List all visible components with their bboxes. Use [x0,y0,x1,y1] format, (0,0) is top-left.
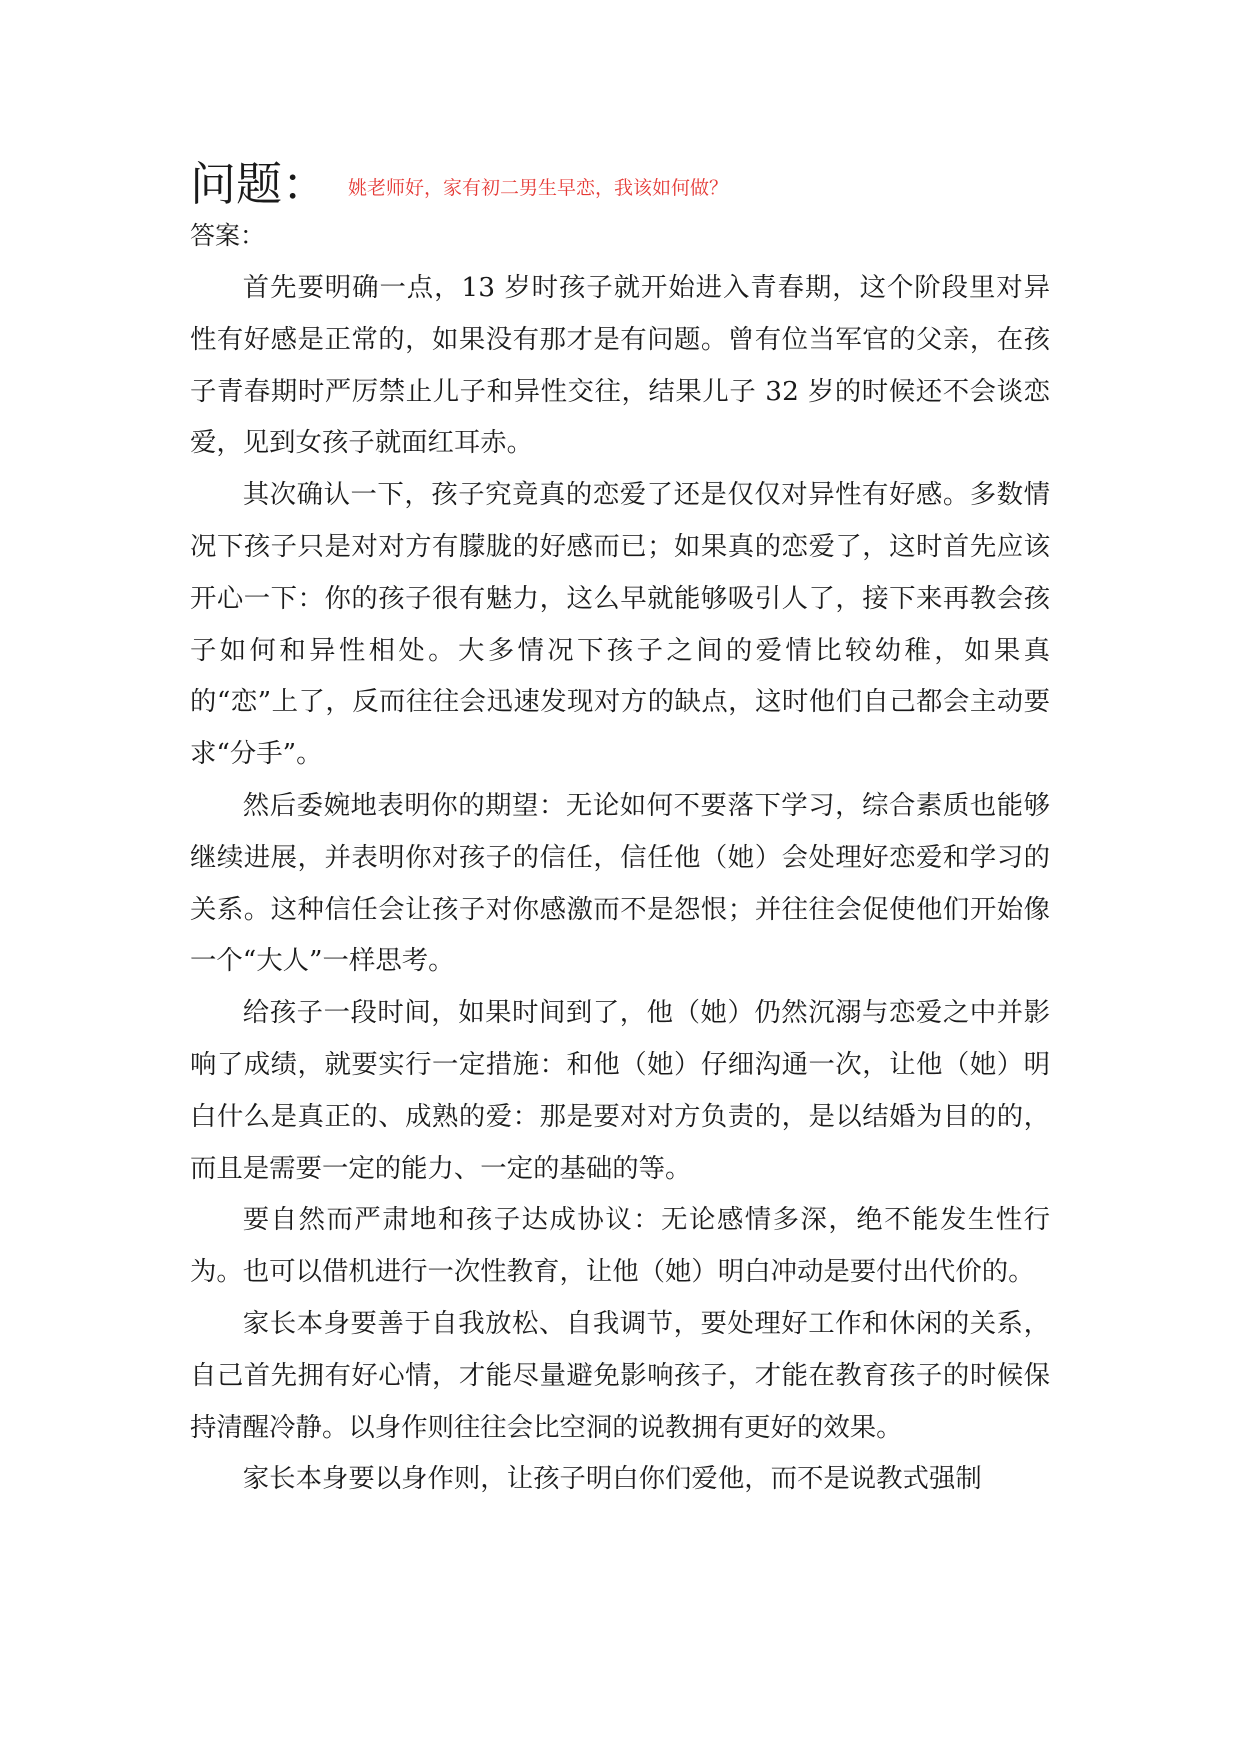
question-header [190,150,1090,210]
answer-body [190,262,1050,1505]
answer-paragraph-5: 要自然而严肃地和孩子达成协议：无论感情多深，绝不能发生性行为。也可以借机进行一次性教育，让他（她）明白冲动是要付出代价的。 [190,1204,1050,1288]
question-label: 问题： [190,157,328,211]
answer-label: 答案： [190,221,266,250]
answer-paragraph-7: 家长本身要以身作则，让孩子明白你们爱他，而不是说教式强制 [242,1463,982,1495]
question-text: 姚老师好，家有初二男生早恋，我该如何做？ [348,177,729,199]
answer-paragraph-1: 首先要明确一点，13 岁时孩子就开始进入青春期，这个阶段里对异性有好感是正常的，如果没有那才是有问题。曾有位当军官的父亲，在孩子青春期时严厉禁止儿子和异性交往，结果儿子 32 岁的时候还不会谈恋爱，见到女孩子就面红耳赤。 [190,272,1050,459]
answer-paragraph-3: 然后委婉地表明你的期望：无论如何不要落下学习，综合素质也能够继续进展，并表明你对孩子的信任，信任他（她）会处理好恋爱和学习的关系。这种信任会让孩子对你感激而不是怨恨；并往往会促使他们开始像一个“大人”一样思考。 [190,789,1050,977]
answer-paragraph-4: 给孩子一段时间，如果时间到了，他（她）仍然沉溺与恋爱之中并影响了成绩，就要实行一定措施：和他（她）仔细沟通一次，让他（她）明白什么是真正的、成熟的爱：那是要对对方负责的，是以结婚为目的的，而且是需要一定的能力、一定的基础的等。 [190,997,1050,1184]
answer-paragraph-2: 其次确认一下，孩子究竟真的恋爱了还是仅仅对异性有好感。多数情况下孩子只是对对方有朦胧的好感而已；如果真的恋爱了，这时首先应该开心一下：你的孩子很有魅力，这么早就能够吸引人了，接下来再教会孩子如何和异性相处。大多情况下孩子之间的爱情比较幼稚，如果真的“恋”上了，反而往往会迅速发现对方的缺点，这时他们自己都会主动要求“分手”。 [190,479,1050,770]
answer-paragraph-6: 家长本身要善于自我放松、自我调节，要处理好工作和休闲的关系，自己首先拥有好心情，才能尽量避免影响孩子，才能在教育孩子的时候保持清醒冷静。以身作则往往会比空洞的说教拥有更好的效果。 [190,1307,1050,1443]
